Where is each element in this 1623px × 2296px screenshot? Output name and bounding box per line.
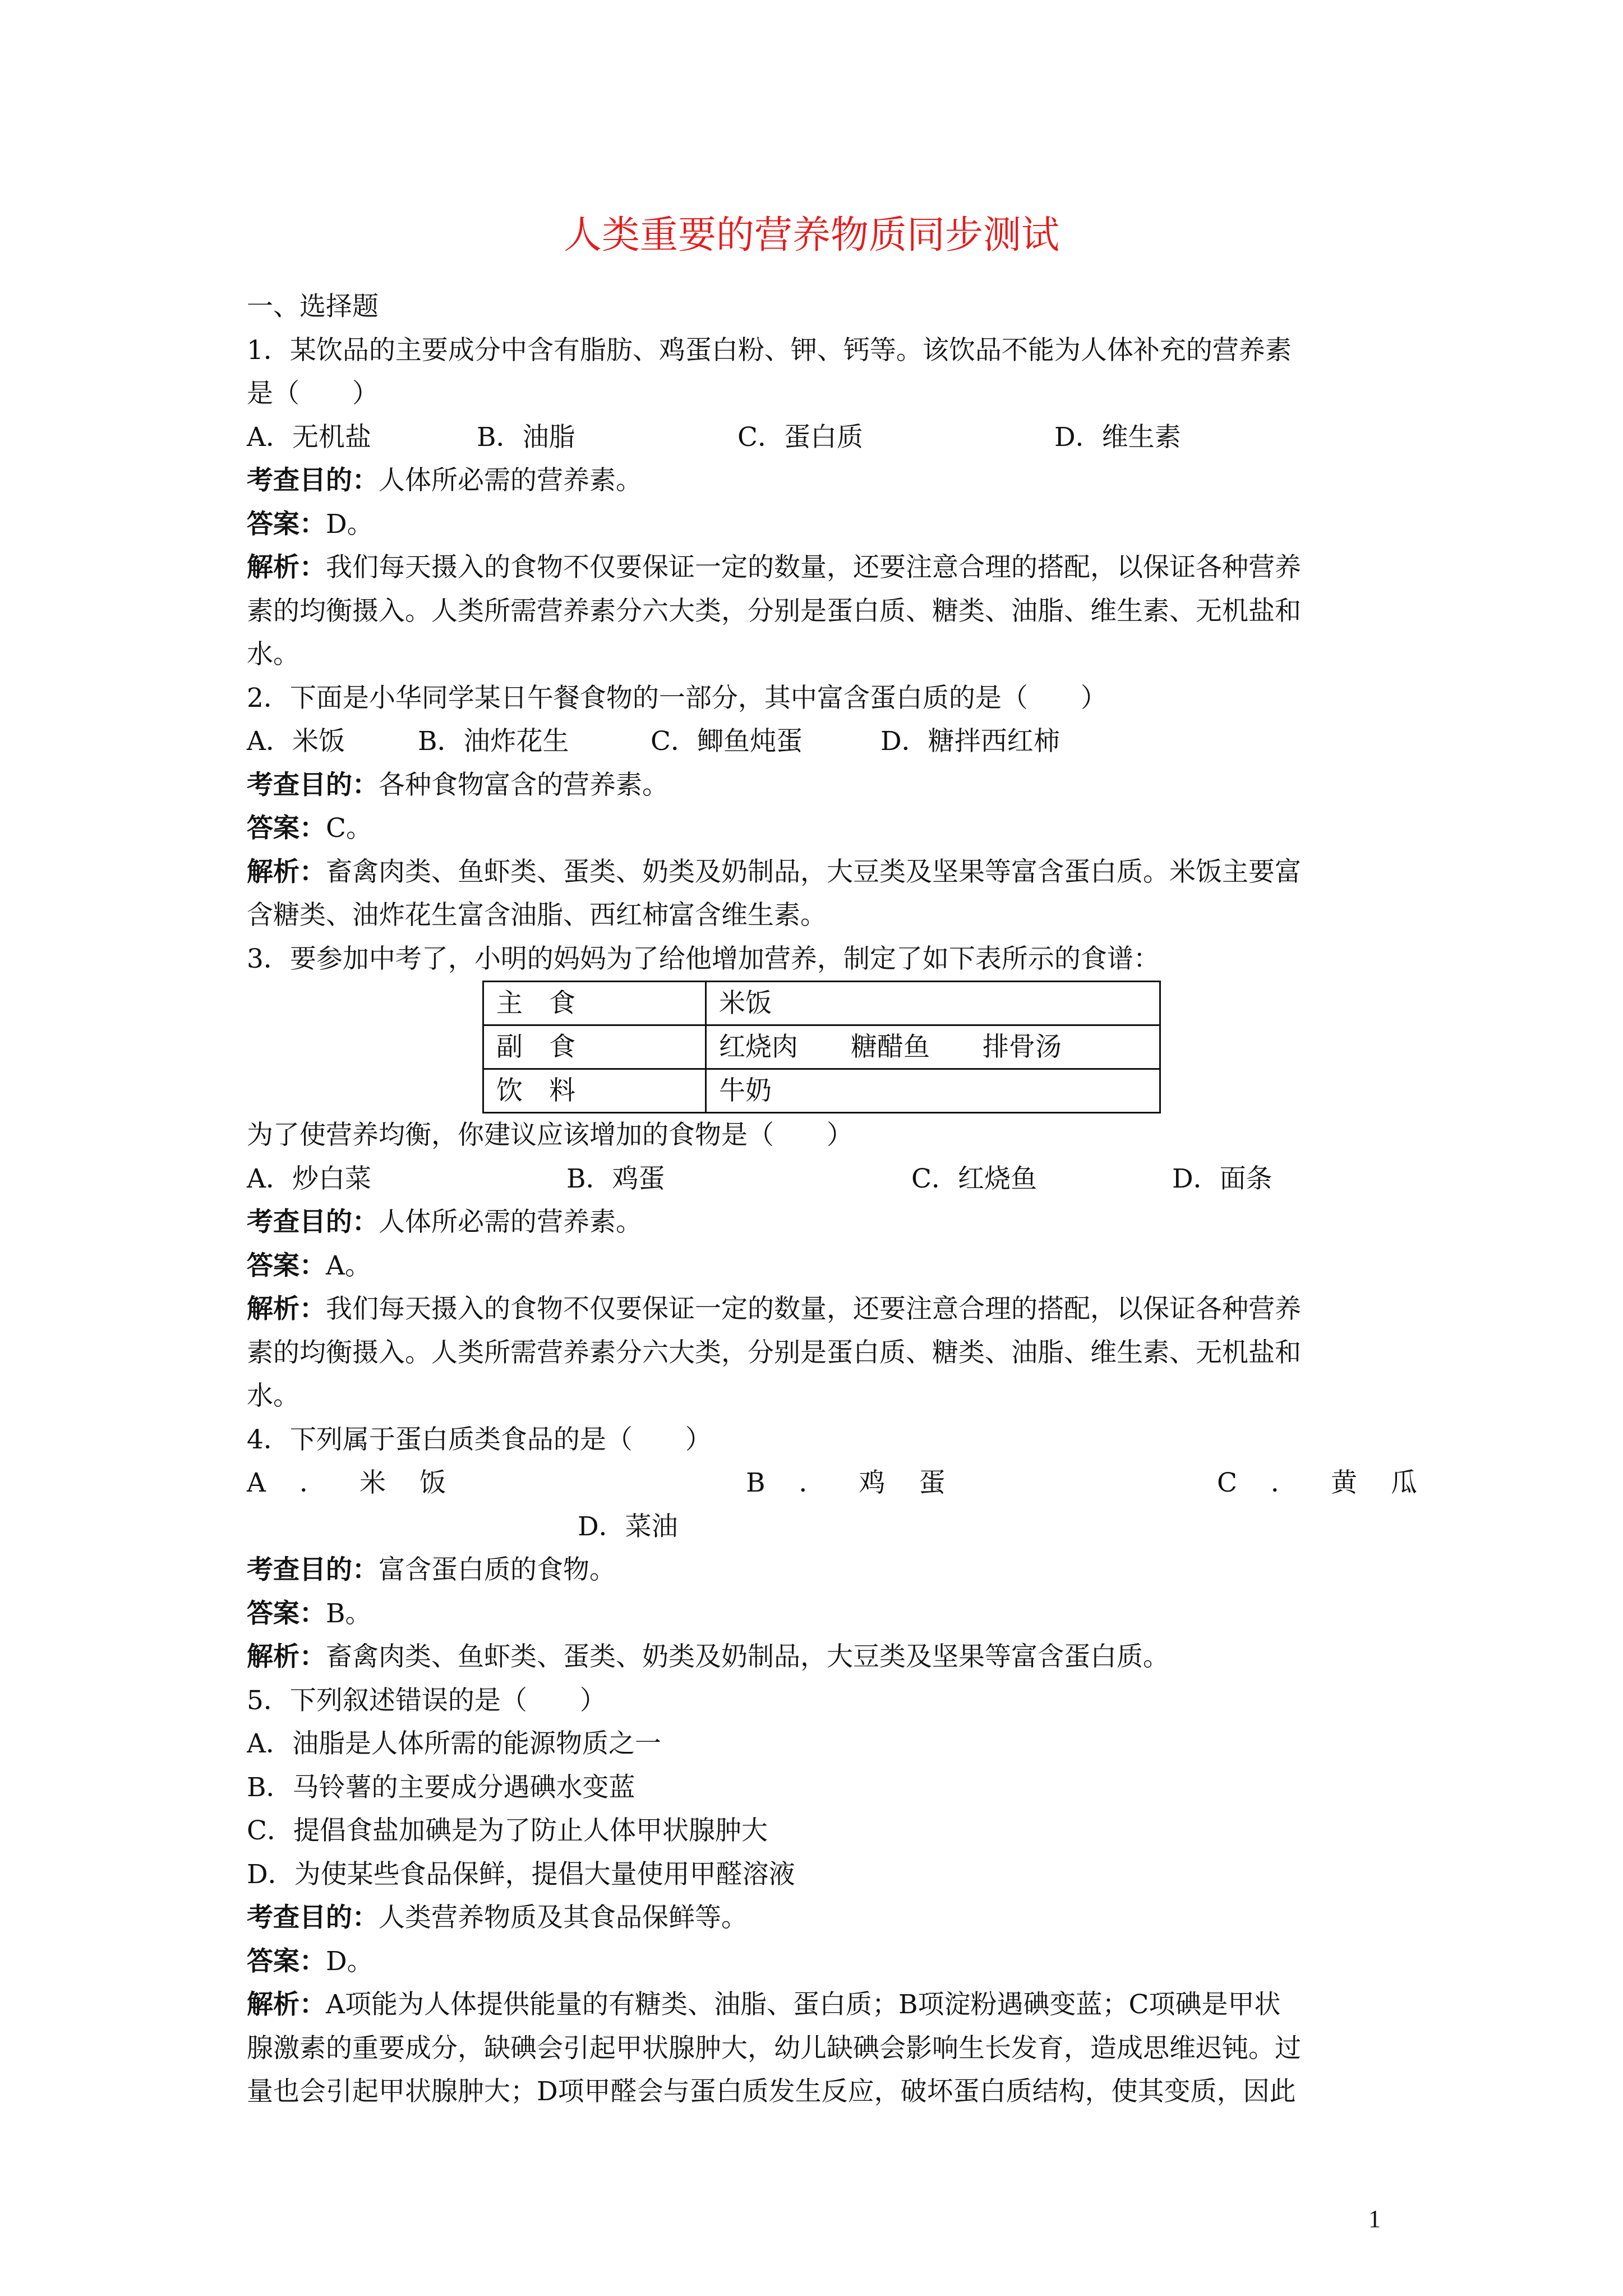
analysis-label: 解析： <box>247 1641 326 1672</box>
answer-line <box>247 1244 1391 1288</box>
option-a: A．米饭 <box>247 726 345 757</box>
analysis-line <box>247 546 1391 590</box>
question-2 <box>247 677 1391 937</box>
table-cell-category: 主 食 <box>483 982 706 1025</box>
purpose-line <box>247 1200 1391 1244</box>
analysis-text: 量也会引起甲状腺肿大；D项甲醛会与蛋白质发生反应，破坏蛋白质结构，使其变质，因此 <box>247 2076 1296 2107</box>
analysis-label: 解析： <box>247 552 326 583</box>
question-stem: 3．要参加中考了，小明的妈妈为了给他增加营养，制定了如下表所示的食谱： <box>247 943 1160 974</box>
table-cell-items: 红烧肉 糖醋鱼 排骨汤 <box>706 1025 1160 1069</box>
analysis-text: 畜禽肉类、鱼虾类、蛋类、奶类及奶制品，大豆类及坚果等富含蛋白质。 <box>326 1641 1169 1672</box>
option-row <box>247 1157 1391 1201</box>
option-b: B．油炸花生 <box>418 726 569 757</box>
purpose-label: 考查目的： <box>247 1902 379 1933</box>
analysis-text: 畜禽肉类、鱼虾类、蛋类、奶类及奶制品，大豆类及坚果等富含蛋白质。米饭主要富 <box>326 856 1301 887</box>
answer-label: 答案： <box>247 1945 326 1977</box>
analysis-text: 我们每天摄入的食物不仅要保证一定的数量，还要注意合理的搭配，以保证各种营养 <box>326 552 1301 583</box>
analysis-text: 水。 <box>247 639 299 670</box>
answer-text: B。 <box>326 1598 372 1629</box>
answer-text: D。 <box>326 1945 374 1977</box>
answer-text: D。 <box>326 508 374 540</box>
analysis-text: 水。 <box>247 1381 299 1411</box>
page-title: 人类重要的营养物质同步测试 <box>563 213 1059 257</box>
option-b: B．鸡蛋 <box>566 1163 665 1194</box>
question-3 <box>247 937 1391 1418</box>
purpose-line <box>247 1896 1391 1940</box>
answer-text: C。 <box>326 813 372 844</box>
option-d: D．面条 <box>1172 1163 1272 1194</box>
answer-label: 答案： <box>247 1598 326 1629</box>
question-1 <box>247 329 1391 677</box>
purpose-label: 考查目的： <box>247 1554 379 1585</box>
answer-label: 答案： <box>247 1250 326 1281</box>
analysis-line <box>247 1983 1391 2027</box>
purpose-line <box>247 459 1391 503</box>
analysis-text: 素的均衡摄入。人类所需营养素分六大类，分别是蛋白质、糖类、油脂、维生素、无机盐和 <box>247 1337 1301 1368</box>
answer-line <box>247 503 1391 546</box>
document-body <box>247 285 1451 2114</box>
purpose-text: 各种食物富含的营养素。 <box>379 769 668 800</box>
option-a: A．无机盐 <box>247 421 371 453</box>
menu-table <box>482 981 1161 1114</box>
option-d: D．糖拌西红柿 <box>880 726 1060 757</box>
option-c: C．提倡食盐加碘是为了防止人体甲状腺肿大 <box>247 1815 768 1846</box>
table-cell-category: 副 食 <box>483 1025 706 1069</box>
section-heading: 一、选择题 <box>247 291 379 322</box>
answer-line <box>247 1592 1391 1636</box>
question-4 <box>247 1418 1451 1679</box>
answer-label: 答案： <box>247 508 326 540</box>
option-b: B．鸡蛋 <box>746 1467 979 1498</box>
answer-label: 答案： <box>247 813 326 844</box>
option-row <box>247 416 1391 459</box>
purpose-label: 考查目的： <box>247 1207 379 1237</box>
table-cell-items: 米饭 <box>706 982 1160 1025</box>
purpose-label: 考查目的： <box>247 769 379 800</box>
option-c: C．红烧鱼 <box>911 1163 1037 1194</box>
analysis-label: 解析： <box>247 856 326 887</box>
purpose-text: 人类营养物质及其食品保鲜等。 <box>379 1902 748 1933</box>
answer-line <box>247 807 1391 850</box>
question-stem: 4．下列属于蛋白质类食品的是（ ） <box>247 1424 712 1455</box>
question-stem: 是（ ） <box>247 378 379 409</box>
table-cell-items: 牛奶 <box>706 1069 1160 1113</box>
option-d: D．维生素 <box>1054 421 1181 453</box>
question-5 <box>247 1679 1391 2114</box>
option-c: C．鲫鱼炖蛋 <box>651 726 803 757</box>
table-row <box>483 1025 1160 1069</box>
answer-line <box>247 1940 1391 1984</box>
analysis-text: 含糖类、油炸花生富含油脂、西红柿富含维生素。 <box>247 900 827 931</box>
option-row <box>247 720 1391 763</box>
table-row <box>483 982 1160 1025</box>
answer-text: A。 <box>326 1250 371 1281</box>
analysis-line <box>247 850 1391 894</box>
option-a: A．炒白菜 <box>247 1163 371 1194</box>
option-b: B．马铃薯的主要成分遇碘水变蓝 <box>247 1772 635 1803</box>
purpose-text: 人体所必需的营养素。 <box>379 465 642 496</box>
option-b: B．油脂 <box>477 421 575 453</box>
question-stem: 1．某饮品的主要成分中含有脂肪、鸡蛋白粉、钾、钙等。该饮品不能为人体补充的营养素 <box>247 334 1292 366</box>
option-a: A．米饭 <box>247 1467 479 1498</box>
table-cell-category: 饮 料 <box>483 1069 706 1113</box>
option-row <box>247 1461 1451 1505</box>
purpose-text: 富含蛋白质的食物。 <box>379 1554 616 1585</box>
option-d: D．菜油 <box>578 1511 678 1542</box>
purpose-line <box>247 763 1391 807</box>
analysis-text: 素的均衡摄入。人类所需营养素分六大类，分别是蛋白质、糖类、油脂、维生素、无机盐和 <box>247 595 1301 627</box>
option-c: C．蛋白质 <box>737 421 863 453</box>
analysis-line <box>247 1287 1391 1331</box>
analysis-label: 解析： <box>247 1989 326 2020</box>
analysis-text: A项能为人体提供能量的有糖类、油脂、蛋白质；B项淀粉遇碘变蓝；C项碘是甲状 <box>326 1989 1281 2020</box>
purpose-label: 考查目的： <box>247 465 379 496</box>
question-stem: 2．下面是小华同学某日午餐食物的一部分，其中富含蛋白质的是（ ） <box>247 682 1107 714</box>
analysis-text: 腺激素的重要成分，缺碘会引起甲状腺肿大，幼儿缺碘会影响生长发育，造成思维迟钝。过 <box>247 2032 1301 2064</box>
analysis-line <box>247 1635 1391 1679</box>
analysis-label: 解析： <box>247 1294 326 1324</box>
option-d: D．为使某些食品保鲜，提倡大量使用甲醛溶液 <box>247 1858 795 1890</box>
table-row <box>483 1069 1160 1113</box>
option-c: C．黄瓜 <box>1217 1467 1451 1498</box>
analysis-text: 我们每天摄入的食物不仅要保证一定的数量，还要注意合理的搭配，以保证各种营养 <box>326 1294 1301 1324</box>
option-row <box>247 1505 1391 1549</box>
option-a: A．油脂是人体所需的能源物质之一 <box>247 1728 661 1759</box>
purpose-line <box>247 1548 1391 1592</box>
purpose-text: 人体所必需的营养素。 <box>379 1207 642 1237</box>
page-number: 1 <box>1368 2205 1381 2233</box>
question-prompt: 为了使营养均衡，你建议应该增加的食物是（ ） <box>247 1120 853 1151</box>
question-stem: 5．下列叙述错误的是（ ） <box>247 1685 606 1716</box>
